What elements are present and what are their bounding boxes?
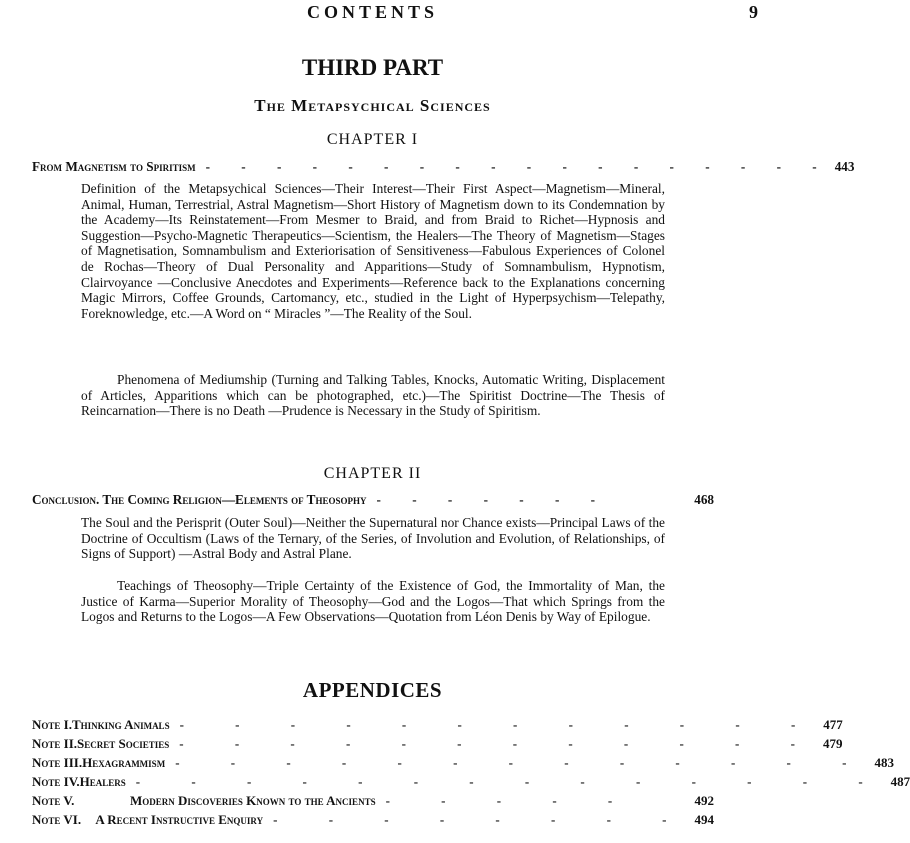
- running-head: [0, 2, 794, 24]
- note-page: 487: [890, 774, 910, 789]
- chapter-2-summary-1: The Soul and the Perisprit (Outer Soul)—Neither the Supernatural nor Chance exists—Principal Laws of the Doctrine of Occultism (Laws of the Ternary, of the Series, of Involution and Evolution, of Relationships, of Signs of Support) —Astral Body and Astral Plane.: [81, 515, 665, 562]
- chapter-1-entry: [32, 159, 855, 179]
- chapter-1-page: 443: [834, 159, 855, 174]
- note-page: 483: [874, 755, 894, 770]
- chapter-1-title: From Magnetism to Spiritism: [32, 159, 196, 174]
- note-title: Modern Discoveries Known to the Ancients: [130, 793, 376, 808]
- note-leader: - - - - - - - - - - - - - -: [135, 774, 887, 789]
- chapter-2-title: Conclusion. The Coming Religion—Elements of Theosophy: [32, 492, 367, 507]
- chapter-1-leader: - - - - - - - - - - - - - - - - - -: [205, 159, 831, 174]
- note-label: Note II.: [32, 736, 78, 751]
- note-page: 494: [694, 812, 714, 827]
- note-title: Thinking Animals: [71, 717, 170, 732]
- note-leader: - - - - - - - -: [273, 812, 691, 827]
- part-title: THIRD PART: [301, 55, 444, 80]
- note-title: Hexagrammism: [82, 755, 166, 770]
- note-title: Healers: [79, 774, 126, 789]
- note-label: Note IV.: [32, 774, 80, 789]
- note-label: Note VI.: [32, 812, 82, 827]
- appendix-note-row: [32, 736, 843, 755]
- note-leader: - - - - - - - - - - - -: [179, 717, 820, 732]
- chapter-1-summary-1: Definition of the Metapsychical Sciences—Their Interest—Their First Aspect—Magnetism—Mineral, Animal, Human, Terrestrial, Astral Magnetism—Short History of Magnetism down to its Condemnation by the Academy—Its Reinstatement—From Mesmer to Braid, and from Braid to Richet—Hypnosis and Suggestion—Psycho-Magnetic Therapeutics—Scientism, the Healers—The Theory of Magnetism—Stages of Magnetisation, Somnambulism and Exteriorisation of Sensitiveness—Fabulous Experiences of Colonel de Rochas—Theory of Dual Personality and Apparitions—Study of Somnambulism, Hypnotism, Clairvoyance —Conclusive Anecdotes and Experiments—Reference back to the Explanations concerning Magic Mirrors, Coffee Grounds, Cartomancy, etc., studied in the Light of Hyperpsychism—Telepathy, Foreknowledge, etc.—A Word on “ Miracles ”—The Reality of the Soul.: [81, 181, 665, 321]
- chapter-2-page: 468: [694, 492, 714, 507]
- chapter-2-entry: [32, 492, 714, 512]
- note-title: Secret Societies: [77, 736, 170, 751]
- note-label: Note III.: [32, 755, 83, 770]
- appendix-note-row: [32, 793, 714, 812]
- note-title: A Recent Instructive Enquiry: [95, 812, 264, 827]
- note-page: 477: [823, 717, 843, 732]
- appendix-note-row: [32, 717, 843, 736]
- note-leader: - - - - - - - - - - - -: [179, 736, 819, 751]
- chapter-2-heading: CHAPTER II: [323, 465, 422, 482]
- note-label: Note V.: [32, 793, 75, 808]
- note-leader: - - - - -: [385, 793, 637, 808]
- note-page: 479: [822, 736, 843, 751]
- page-number: 9: [749, 2, 758, 22]
- appendix-note-row: [32, 812, 714, 831]
- chapter-1-heading: CHAPTER I: [326, 131, 419, 148]
- note-page: 492: [694, 793, 714, 808]
- chapter-2-leader: - - - - - - -: [376, 492, 610, 507]
- appendix-note-row: [32, 774, 910, 793]
- appendices-title: APPENDICES: [302, 678, 443, 702]
- appendix-note-row: [32, 755, 894, 774]
- part-subtitle: The Metapsychical Sciences: [254, 96, 491, 115]
- chapter-2-summary-2: Teachings of Theosophy—Triple Certainty of the Existence of God, the Immortality of Man, the Justice of Karma—Superior Morality of Theosophy—God and the Logos—That which Springs from the Logos and Returns to the Logos—A Few Observations—Quotation from Léon Denis by Way of Epilogue.: [81, 578, 665, 625]
- note-leader: - - - - - - - - - - - - -: [175, 755, 871, 770]
- note-label: Note I.: [32, 717, 72, 732]
- running-title: CONTENTS: [306, 2, 439, 22]
- chapter-1-summary-2: Phenomena of Mediumship (Turning and Talking Tables, Knocks, Automatic Writing, Displacement of Articles, Apparitions which can be photographed, etc.)—The Spiritist Doctrine—The Thesis of Reincarnation—There is no Death —Prudence is Necessary in the Study of Spiritism.: [81, 372, 665, 419]
